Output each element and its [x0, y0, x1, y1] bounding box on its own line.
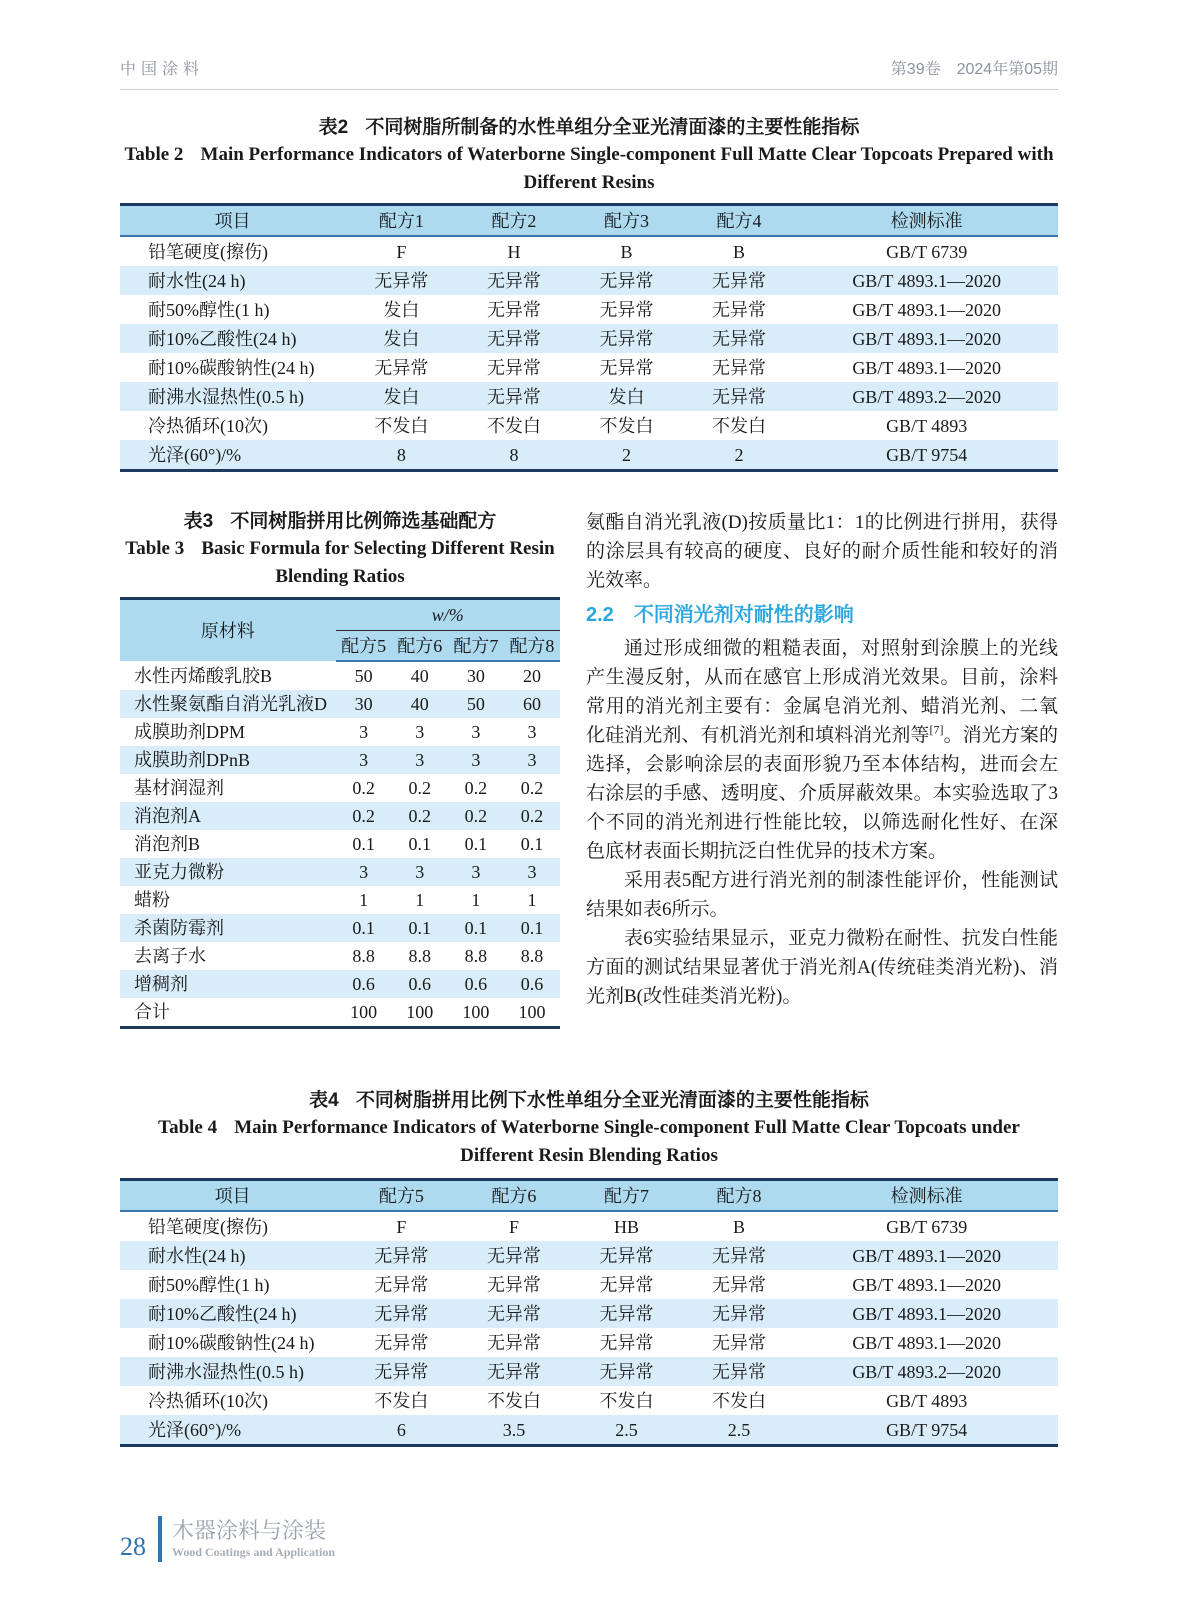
column-header: 配方8 [683, 1180, 796, 1212]
running-head [120, 56, 1058, 90]
table-cell: GB/T 4893.2—2020 [852, 1361, 1001, 1382]
table-cell: 耐10%乙酸性(24 h) [148, 328, 297, 349]
table-cell: GB/T 9754 [886, 444, 968, 465]
table-row [120, 746, 560, 774]
table-cell: 3 [359, 862, 369, 882]
section-title: 不同消光剂对耐性的影响 [633, 604, 854, 626]
table-cell: 无异常 [486, 357, 541, 378]
table-cell: 0.2 [464, 806, 488, 826]
table-cell: GB/T 4893.1—2020 [852, 299, 1001, 320]
table-cell: 不发白 [374, 1390, 429, 1411]
column-header: 配方6 [392, 631, 448, 662]
table4-header-row [120, 1180, 1058, 1212]
column-header: 配方5 [336, 631, 392, 662]
table-cell: 0.1 [520, 834, 544, 854]
table-cell: 无异常 [599, 270, 654, 291]
table-cell: GB/T 4893.2—2020 [852, 386, 1001, 407]
table-cell: 30 [354, 694, 373, 714]
table4-caption [120, 1087, 1058, 1170]
table2-caption-zh-label: 表2 [318, 117, 349, 138]
table-cell: 杀菌防霉剂 [134, 918, 224, 938]
table4-caption-zh-label: 表4 [309, 1090, 339, 1111]
table-cell: 2.5 [727, 1419, 751, 1440]
table-row [120, 440, 1058, 471]
table2 [120, 203, 1058, 472]
table-cell: 3.5 [502, 1419, 526, 1440]
table-cell: 耐水性(24 h) [148, 270, 246, 291]
table-cell: F [396, 241, 407, 262]
table-cell: 无异常 [599, 1303, 654, 1324]
table-cell: 0.1 [464, 918, 488, 938]
column-header: 配方1 [345, 205, 458, 237]
table-cell: 耐10%碳酸钠性(24 h) [148, 357, 315, 378]
right-column [586, 508, 1058, 1011]
table-row [120, 661, 560, 690]
table3-caption-en [120, 535, 560, 591]
table-row [120, 718, 560, 746]
column-header: 配方5 [345, 1180, 458, 1212]
table-cell: 无异常 [486, 386, 541, 407]
table-cell: HB [613, 1216, 639, 1237]
table4-caption-en-label: Table 4 [158, 1117, 218, 1138]
table2-caption-en-title: Main Performance Indicators of Waterborne Single-component Full Matte Clear Topcoats Prepared with Different Resins [200, 144, 1054, 193]
table-cell: 0.1 [352, 918, 375, 938]
table-cell: 3 [359, 722, 369, 742]
table-cell: 40 [410, 694, 429, 714]
table-cell: 无异常 [599, 1245, 654, 1266]
table-cell: 消泡剂A [134, 806, 201, 826]
table-cell: GB/T 4893 [886, 415, 968, 436]
table-cell: 3 [471, 862, 481, 882]
table4-caption-zh-title: 不同树脂拼用比例下水性单组分全亚光清面漆的主要性能指标 [355, 1090, 869, 1111]
table-cell: 1 [415, 890, 425, 910]
paragraph: 采用表5配方进行消光剂的制漆性能评价，性能测试结果如表6所示。 [586, 870, 1058, 920]
column-header: 配方7 [570, 1180, 683, 1212]
table-cell: 2.5 [615, 1419, 638, 1440]
table-cell: 增稠剂 [134, 974, 188, 994]
column-header: 配方3 [570, 205, 683, 237]
table-row [120, 236, 1058, 266]
table-cell: 0.2 [352, 778, 375, 798]
table-cell: 冷热循环(10次) [148, 1390, 268, 1411]
table4 [120, 1178, 1058, 1447]
table-cell: 3 [471, 722, 481, 742]
table-cell: 无异常 [712, 299, 767, 320]
table-cell: 3 [527, 722, 537, 742]
table-cell: 无异常 [374, 357, 429, 378]
column-header: 检测标准 [795, 1180, 1058, 1212]
table-cell: 无异常 [374, 1303, 429, 1324]
table-cell: 水性丙烯酸乳胶B [134, 665, 273, 686]
table-cell: 100 [518, 1002, 546, 1022]
column-header: 项目 [120, 1180, 345, 1212]
table-cell: 耐沸水湿热性(0.5 h) [148, 1361, 304, 1382]
table-cell: 0.1 [520, 918, 544, 938]
table-cell: 发白 [383, 386, 420, 407]
table-cell: 无异常 [486, 328, 541, 349]
table-row [120, 324, 1058, 353]
column-header: 项目 [120, 205, 345, 237]
table-cell: 无异常 [486, 1245, 541, 1266]
table-cell: 不发白 [599, 415, 654, 436]
table-cell: 3 [415, 862, 425, 882]
table-cell: GB/T 4893.1—2020 [852, 328, 1001, 349]
table-cell: GB/T 4893.1—2020 [852, 1245, 1001, 1266]
table2-caption-zh-title: 不同树脂所制备的水性单组分全亚光清面漆的主要性能指标 [365, 117, 860, 138]
page-footer [120, 1516, 335, 1562]
table-row [120, 802, 560, 830]
table-cell: 3 [471, 750, 481, 770]
table-cell: 8 [396, 444, 406, 465]
table-cell: 3 [359, 750, 369, 770]
table-cell: 不发白 [599, 1390, 654, 1411]
table-cell: 无异常 [599, 1361, 654, 1382]
table-cell: 50 [354, 666, 373, 686]
table-cell: B [733, 1216, 746, 1237]
table4-caption-en [120, 1114, 1058, 1170]
table3-caption-zh [120, 508, 560, 535]
table-cell: 无异常 [486, 1361, 541, 1382]
table-cell: 0.1 [352, 834, 375, 854]
table-cell: 发白 [383, 328, 420, 349]
column-header: 配方8 [504, 631, 560, 662]
table-cell: 3 [415, 722, 425, 742]
table-cell: 0.6 [464, 974, 488, 994]
table-cell: GB/T 4893.1—2020 [852, 1274, 1001, 1295]
table-cell: 无异常 [374, 1332, 429, 1353]
section-heading-2-2 [586, 600, 1058, 630]
table-cell: 0.2 [464, 778, 488, 798]
table3-caption-zh-title: 不同树脂拼用比例筛选基础配方 [230, 511, 497, 532]
table-cell: 30 [466, 666, 485, 686]
table-cell: 光泽(60°)/% [148, 444, 242, 465]
table3-caption-en-label: Table 3 [125, 538, 185, 559]
table-cell: 8 [509, 444, 519, 465]
table-row [120, 1357, 1058, 1386]
table-cell: 耐10%乙酸性(24 h) [148, 1303, 297, 1324]
table-cell: 合计 [134, 1002, 170, 1022]
column-header: 配方6 [458, 1180, 571, 1212]
table-cell: 铅笔硬度(擦伤) [148, 1216, 268, 1237]
table-row [120, 774, 560, 802]
table-cell: H [507, 241, 521, 262]
table-cell: 发白 [383, 299, 420, 320]
table-cell: 50 [466, 694, 485, 714]
paragraph [586, 634, 1058, 866]
table-cell: 8.8 [408, 946, 431, 966]
table-cell: 不发白 [712, 1390, 767, 1411]
table-cell: 耐50%醇性(1 h) [148, 299, 270, 320]
paragraph-text: 。消光方案的选择，会影响涂层的表面形貌乃至本体结构，进而会左右涂层的手感、透明度、介质屏蔽效果。本实验选取了3个不同的消光剂进行性能比较，以筛选耐化性好、在深色底材表面长期抗泛白性优异的技术方案。 [586, 725, 1058, 862]
table-row [120, 914, 560, 942]
table-cell: 3 [527, 862, 537, 882]
paragraph: 表6实验结果显示，亚克力微粉在耐性、抗发白性能方面的测试结果显著优于消光剂A(传统硅类消光粉)、消光剂B(改性硅类消光粉)。 [586, 928, 1058, 1007]
table-cell: 6 [396, 1419, 406, 1440]
table-cell: 3 [415, 750, 425, 770]
table-cell: 0.1 [408, 834, 431, 854]
table2-caption-en-label: Table 2 [124, 144, 184, 165]
table-cell: 耐水性(24 h) [148, 1245, 246, 1266]
table-cell: 1 [527, 890, 537, 910]
table-cell: 无异常 [712, 328, 767, 349]
column-header: 原材料 [200, 620, 255, 641]
table-cell: 成膜助剂DPM [134, 722, 246, 742]
column-header: 配方2 [458, 205, 571, 237]
column-header: 配方7 [448, 631, 504, 662]
table-cell: 0.2 [520, 806, 544, 826]
table2-caption-en [120, 141, 1058, 197]
table-cell: 2 [734, 444, 744, 465]
table-cell: 蜡粉 [134, 890, 170, 910]
reference-superscript: [7] [929, 722, 944, 737]
table-cell: 消泡剂B [134, 834, 201, 854]
column-header-w-percent: w/% [336, 599, 560, 631]
footer-accent-bar [158, 1516, 162, 1562]
left-column [120, 508, 560, 1029]
table-cell: 耐50%醇性(1 h) [148, 1274, 270, 1295]
table-cell: 无异常 [712, 1303, 767, 1324]
table-cell: GB/T 4893.1—2020 [852, 1303, 1001, 1324]
table-cell: 8.8 [352, 946, 375, 966]
table-cell: 不发白 [486, 1390, 541, 1411]
table-cell: 100 [406, 1002, 434, 1022]
table-cell: 1 [471, 890, 481, 910]
table3-caption-en-title: Basic Formula for Selecting Different Resin Blending Ratios [201, 538, 555, 587]
table-cell: 无异常 [374, 1361, 429, 1382]
table3-caption [120, 508, 560, 591]
table-cell: 0.2 [520, 778, 544, 798]
table3-header-row [120, 599, 560, 631]
table-cell: 无异常 [712, 1361, 767, 1382]
table3 [120, 597, 560, 1029]
table3-caption-zh-label: 表3 [183, 511, 214, 532]
table-row [120, 1386, 1058, 1415]
table-cell: 去离子水 [134, 946, 206, 966]
table-cell: 1 [359, 890, 369, 910]
table-cell: 60 [522, 694, 541, 714]
table-cell: GB/T 6739 [886, 1216, 968, 1237]
table-cell: 发白 [608, 386, 645, 407]
table-cell: 3 [527, 750, 537, 770]
table-cell: F [508, 1216, 519, 1237]
table-row [120, 1299, 1058, 1328]
table-cell: GB/T 4893.1—2020 [852, 357, 1001, 378]
table-row [120, 266, 1058, 295]
table-cell: 亚克力微粉 [134, 862, 224, 882]
table-row [120, 858, 560, 886]
table-cell: 0.6 [408, 974, 431, 994]
table-cell: 0.1 [464, 834, 488, 854]
table-row [120, 830, 560, 858]
column-header: 检测标准 [795, 205, 1058, 237]
section-number: 2.2 [586, 604, 614, 626]
paragraph: 氨酯自消光乳液(D)按质量比1：1的比例进行拼用，获得的涂层具有较高的硬度、良好的耐介质性能和较好的消光效率。 [586, 512, 1058, 591]
table-cell: 无异常 [486, 270, 541, 291]
table-cell: GB/T 6739 [886, 241, 968, 262]
table-cell: GB/T 4893 [886, 1390, 968, 1411]
table-cell: GB/T 9754 [886, 1419, 968, 1440]
table-cell: 0.6 [520, 974, 544, 994]
table-row [120, 411, 1058, 440]
table-cell: 铅笔硬度(擦伤) [148, 241, 268, 262]
table-cell: 耐沸水湿热性(0.5 h) [148, 386, 304, 407]
table-cell: 成膜助剂DPnB [134, 750, 251, 770]
table-row [120, 1270, 1058, 1299]
paragraph-text: 通过形成细微的粗糙表面，对照射到涂膜上的光线产生漫反射，从而在感官上形成消光效果。目前，涂料常用的消光剂主要有：金属皂消光剂、蜡消光剂、二氧化硅消光剂、有机消光剂和填料消光剂等 [586, 638, 1058, 746]
table-cell: 无异常 [486, 1332, 541, 1353]
table-cell: 100 [350, 1002, 378, 1022]
table-cell: 无异常 [712, 1245, 767, 1266]
table-cell: 无异常 [712, 386, 767, 407]
table-cell: 无异常 [486, 1274, 541, 1295]
table-cell: B [733, 241, 746, 262]
table-cell: 耐10%碳酸钠性(24 h) [148, 1332, 315, 1353]
table-cell: 基材润湿剂 [134, 778, 224, 798]
table-cell: 无异常 [599, 328, 654, 349]
issue-info: 第39卷 2024年第05期 [890, 61, 1058, 78]
table2-caption [120, 114, 1058, 197]
table-row [120, 1241, 1058, 1270]
table-row [120, 382, 1058, 411]
table4-caption-en-title: Main Performance Indicators of Waterborne Single-component Full Matte Clear Topcoats under Different Resin Blending Ratios [234, 1117, 1020, 1166]
table-cell: 无异常 [486, 299, 541, 320]
footer-column-title-en: Wood Coatings and Application [172, 1545, 336, 1559]
table-cell: 不发白 [374, 415, 429, 436]
table-cell: 8.8 [520, 946, 544, 966]
table-row [120, 998, 560, 1028]
table-cell: 无异常 [374, 1274, 429, 1295]
table-cell: 无异常 [599, 1274, 654, 1295]
footer-column-title-zh: 木器涂料与涂装 [172, 1518, 327, 1543]
column-header: 配方4 [683, 205, 796, 237]
table-row [120, 970, 560, 998]
table-cell: 无异常 [712, 270, 767, 291]
table-cell: 无异常 [712, 357, 767, 378]
table-row [120, 1211, 1058, 1241]
table-cell: 无异常 [599, 299, 654, 320]
table-cell: 40 [410, 666, 429, 686]
table-row [120, 353, 1058, 382]
table-cell: 无异常 [599, 1332, 654, 1353]
table-cell: 水性聚氨酯自消光乳液D [134, 694, 327, 714]
table-cell: GB/T 4893.1—2020 [852, 1332, 1001, 1353]
table-cell: 0.6 [352, 974, 375, 994]
table-cell: 20 [522, 666, 541, 686]
table2-caption-zh [120, 114, 1058, 141]
table-cell: 无异常 [486, 1303, 541, 1324]
page-number: 28 [120, 1532, 146, 1561]
table4-caption-zh [120, 1087, 1058, 1114]
table-cell: 0.1 [408, 918, 431, 938]
table-row [120, 1415, 1058, 1446]
table-cell: 无异常 [374, 1245, 429, 1266]
table-cell: 冷热循环(10次) [148, 415, 268, 436]
table-cell: 不发白 [712, 415, 767, 436]
table-row [120, 690, 560, 718]
table-cell: 0.2 [352, 806, 375, 826]
table-cell: 不发白 [486, 415, 541, 436]
table-cell: 0.2 [408, 806, 431, 826]
table-cell: B [620, 241, 633, 262]
table-cell: GB/T 4893.1—2020 [852, 270, 1001, 291]
table-cell: 无异常 [599, 357, 654, 378]
table-row [120, 886, 560, 914]
table-cell: 0.2 [408, 778, 431, 798]
journal-name: 中国涂料 [120, 61, 205, 78]
table-cell: 光泽(60°)/% [148, 1419, 242, 1440]
table-row [120, 942, 560, 970]
table2-header-row [120, 205, 1058, 237]
table-cell: F [396, 1216, 407, 1237]
table-cell: 无异常 [374, 270, 429, 291]
table-cell: 无异常 [712, 1332, 767, 1353]
table-cell: 无异常 [712, 1274, 767, 1295]
table-cell: 2 [621, 444, 631, 465]
table-cell: 8.8 [464, 946, 488, 966]
table-row [120, 295, 1058, 324]
table-cell: 100 [462, 1002, 490, 1022]
table-row [120, 1328, 1058, 1357]
